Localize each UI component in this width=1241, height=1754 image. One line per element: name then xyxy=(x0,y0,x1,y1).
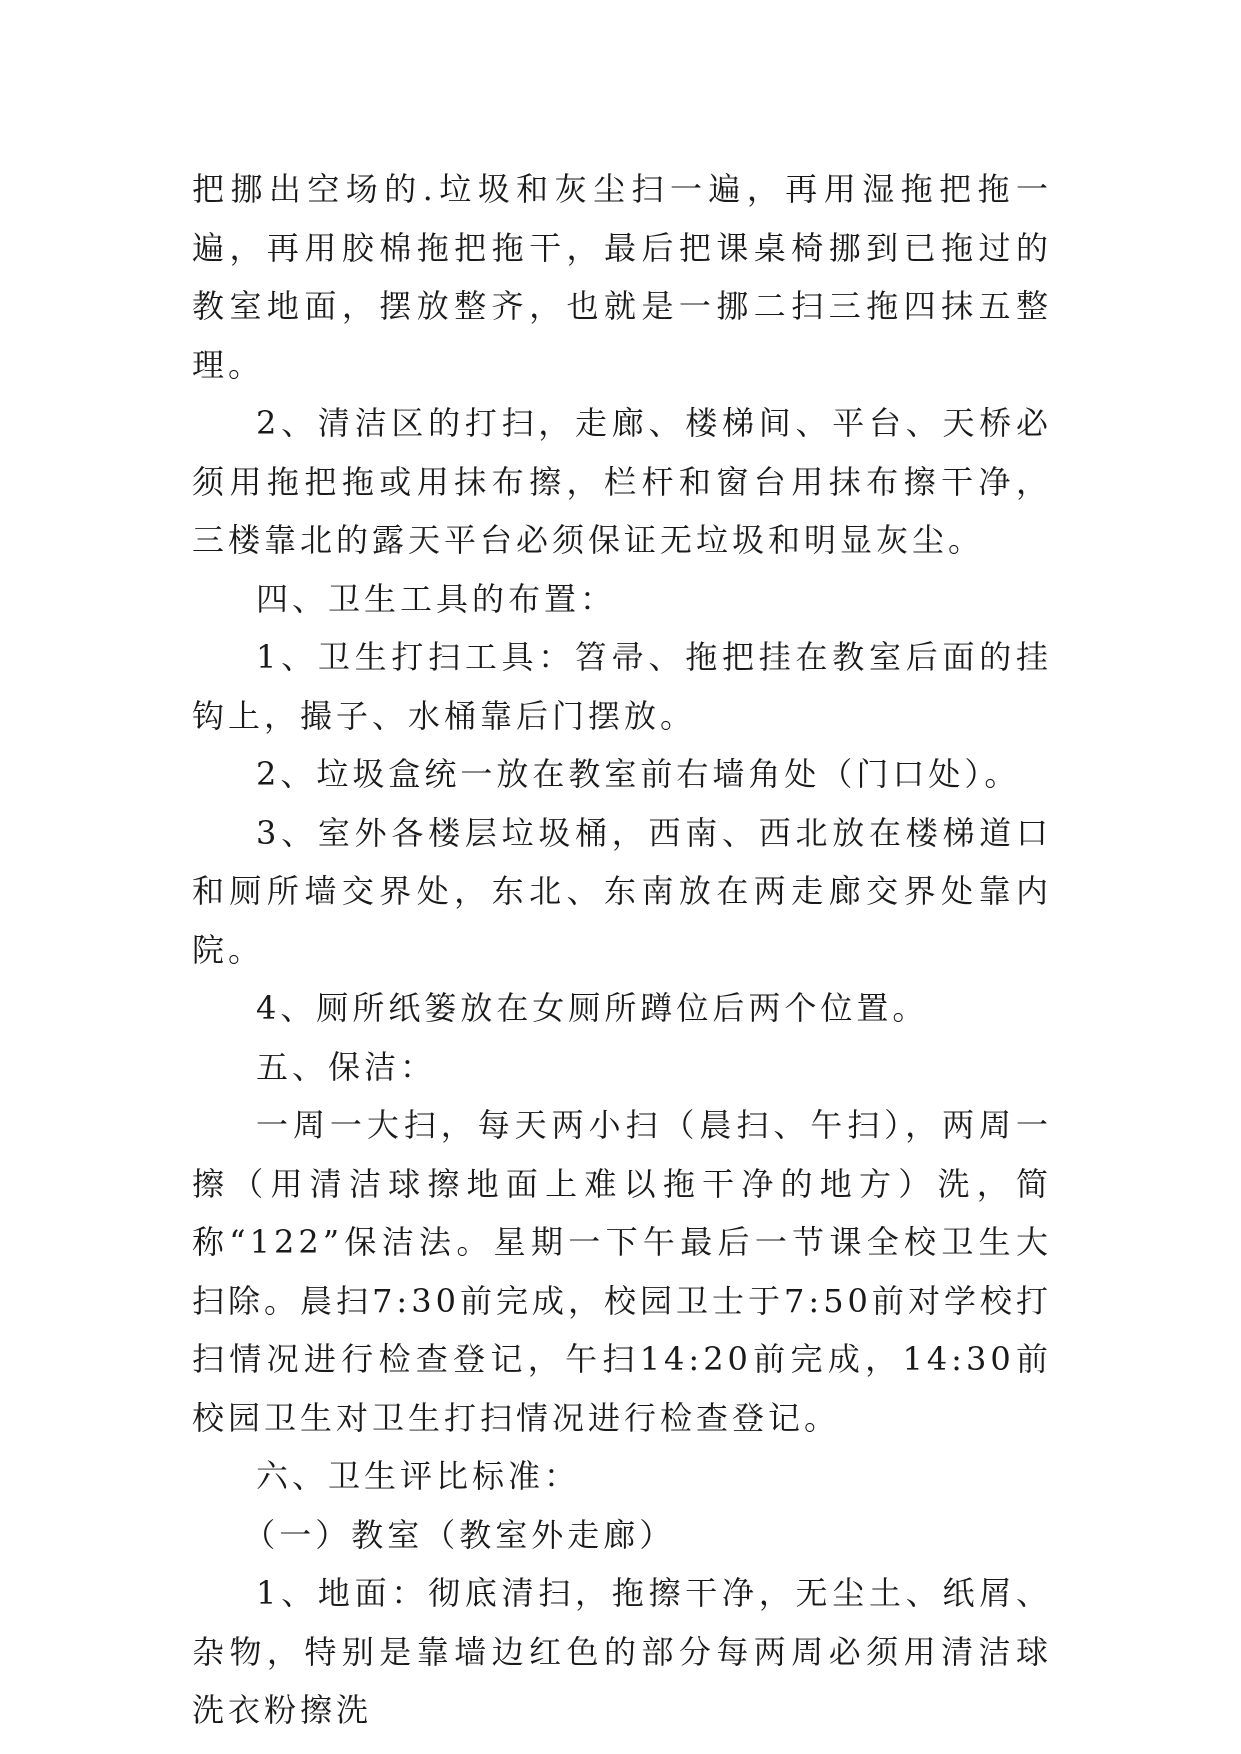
paragraph-cleaning-steps: 把挪出空场的.垃圾和灰尘扫一遍，再用湿拖把拖一遍，再用胶棉拖把拖干，最后把课桌椅挪到已拖过的教室地面，摆放整齐，也就是一挪二扫三拖四抹五整理。 xyxy=(192,170,1052,384)
paragraph-maintenance-schedule: 一周一大扫，每天两小扫（晨扫、午扫），两周一擦（用清洁球擦地面上难以拖干净的地方）洗，简称“122”保洁法。星期一下午最后一节课全校卫生大扫除。晨扫7:30前完成，校园卫士于7:50前对学校打扫情况进行检查登记，午扫14:20前完成，14:30前校园卫生对卫生打扫情况进行检查登记。 xyxy=(192,1106,1052,1437)
heading-tool-arrangement: 四、卫生工具的布置： xyxy=(256,579,617,618)
subheading-classroom: （一）教室（教室外走廊） xyxy=(243,1515,676,1554)
paragraph-cleaning-area: 2、清洁区的打扫，走廊、楼梯间、平台、天桥必须用拖把拖或用抹布擦，栏杆和窗台用抹布擦干净，三楼靠北的露天平台必须保证无垃圾和明显灰尘。 xyxy=(192,404,1052,559)
paragraph-floor-standard: 1、地面：彻底清扫，拖擦干净，无尘土、纸屑、杂物，特别是靠墙边红色的部分每两周必须用清洁球洗衣粉擦洗 xyxy=(192,1574,1052,1729)
paragraph-toilet-basket: 4、厕所纸篓放在女厕所蹲位后两个位置。 xyxy=(256,989,929,1027)
heading-maintenance: 五、保洁： xyxy=(256,1047,437,1086)
heading-evaluation-standards: 六、卫生评比标准： xyxy=(256,1457,581,1495)
paragraph-trash-box: 2、垃圾盒统一放在教室前右墙角处（门口处）。 xyxy=(256,755,1021,793)
paragraph-outdoor-bins: 3、室外各楼层垃圾桶，西南、西北放在楼梯道口和厕所墙交界处，东北、东南放在两走廊交界处靠内院。 xyxy=(192,813,1052,969)
document-body xyxy=(192,160,1052,1740)
paragraph-tools-placement: 1、卫生打扫工具：笤帚、拖把挂在教室后面的挂钩上，撮子、水桶靠后门摆放。 xyxy=(192,638,1052,735)
